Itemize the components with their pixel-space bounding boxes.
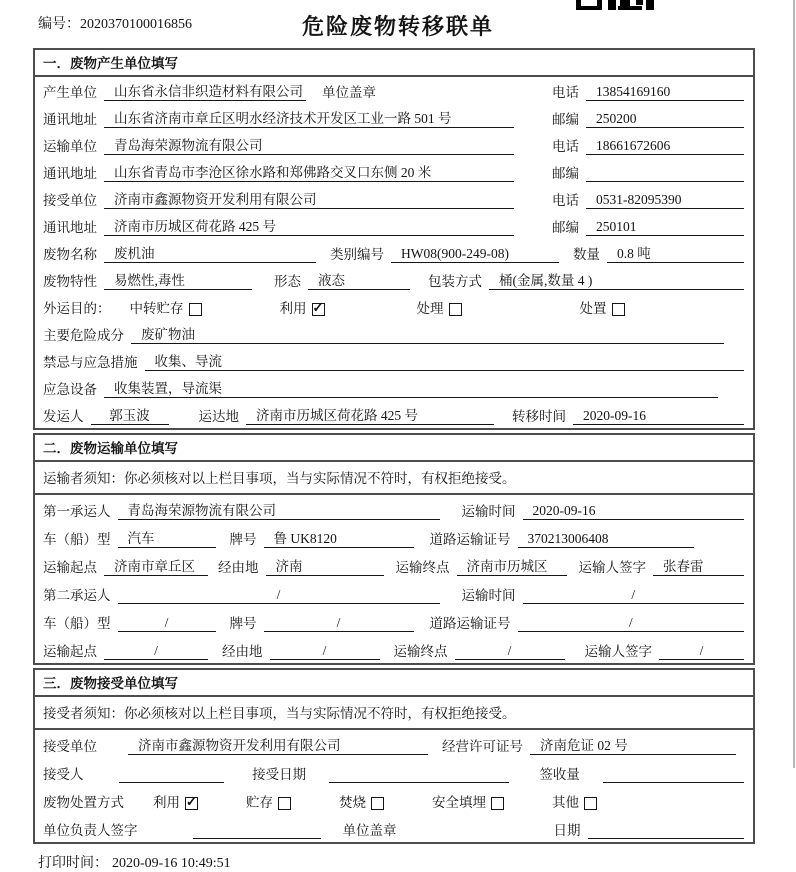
field-value: 济南市章丘区 (104, 555, 208, 576)
option-label: 处理 (416, 301, 444, 316)
field-label: 废物处置方式 (43, 795, 124, 810)
field-label: 接受单位 (43, 739, 97, 754)
option (130, 297, 202, 317)
field-label: 邮编 (552, 166, 579, 181)
form-row-outbound-purpose (35, 293, 753, 320)
form-row (35, 212, 753, 239)
field-value: 山东省济南市章丘区明水经济技术开发区工业一路 501 号 (104, 107, 514, 128)
page-title: 危险废物转移联单 (301, 14, 494, 39)
form-row (35, 77, 753, 104)
form-row (35, 401, 753, 428)
field-value: 250200 (586, 111, 744, 128)
option-label: 中转贮存 (129, 301, 184, 316)
field-label: 运输起点 (43, 644, 97, 659)
field-label: 应急设备 (43, 382, 97, 397)
field-label: 接受单位 (43, 193, 97, 208)
print-time (38, 852, 796, 872)
option (153, 791, 198, 811)
field-label: 类别编号 (330, 247, 384, 262)
field-label: 数量 (573, 247, 600, 262)
option-label: 安全填埋 (432, 795, 486, 810)
field-label: 产生单位 (43, 85, 97, 100)
field-value: 济南市鑫源物资开发利用有限公司 (104, 188, 514, 209)
field-label: 通讯地址 (43, 112, 97, 127)
option (280, 297, 325, 317)
form-row (35, 131, 753, 158)
field-label: 第二承运人 (43, 588, 111, 603)
field-value: 山东省永信非织造材料有限公司 (104, 80, 306, 101)
form-row (35, 523, 753, 551)
document-header (0, 0, 796, 48)
checkbox-disposal-utilize (185, 797, 198, 810)
option (580, 297, 625, 317)
field-value: / (104, 643, 208, 660)
field-label: 经由地 (218, 560, 259, 575)
form-row (35, 104, 753, 131)
checkbox-incinerate (371, 797, 384, 810)
field-label: 道路运输证号 (429, 616, 511, 631)
checkbox-dispose (612, 303, 625, 316)
field-label: 发运人 (43, 409, 84, 424)
field-label: 单位盖章 (322, 85, 376, 100)
serial-number (38, 13, 192, 33)
field-value: 山东省青岛市李沧区徐水路和郑佛路交叉口东侧 20 米 (104, 161, 514, 182)
field-label: 主要危险成分 (43, 328, 124, 343)
field-label: 邮编 (552, 112, 579, 127)
option (417, 297, 462, 317)
field-label: 运输终点 (395, 560, 450, 575)
receiver-notice: 接受者须知：你必须核对以上栏目事项，当与实际情况不符时，有权拒绝接受。 (35, 697, 753, 730)
transporter-notice: 运输者须知：你必须核对以上栏目事项，当与实际情况不符时，有权拒绝接受。 (35, 462, 753, 495)
field-label: 通讯地址 (43, 220, 97, 235)
field-label: 第一承运人 (43, 504, 111, 519)
option-label: 其他 (552, 795, 579, 810)
form-row (35, 495, 753, 523)
field-label: 电话 (552, 193, 579, 208)
field-value: 郭玉波 (91, 404, 169, 425)
field-value: 废矿物油 (131, 323, 724, 344)
field-label: 通讯地址 (43, 166, 97, 181)
field-label: 废物特性 (43, 274, 97, 289)
print-time-value: 2020-09-16 10:49:51 (112, 856, 231, 871)
form-row (35, 607, 753, 635)
field-value: 青岛海荣源物流有限公司 (104, 134, 514, 155)
field-value: 18661672606 (586, 138, 744, 155)
field-label: 邮编 (552, 220, 579, 235)
field-label: 牌号 (229, 532, 257, 547)
option (339, 791, 384, 811)
field-value: / (270, 643, 380, 660)
checkbox-other (584, 797, 597, 810)
field-value: 0531-82095390 (586, 192, 744, 209)
section-transporter-title: 二．废物运输单位填写 (35, 435, 753, 462)
field-label: 道路运输证号 (429, 532, 511, 547)
form-row (35, 320, 753, 347)
checkbox-treat (449, 303, 462, 316)
form-row (35, 814, 753, 842)
checkbox-utilize (312, 303, 325, 316)
field-label: 形态 (274, 274, 301, 289)
checkbox-disposal-storage (278, 797, 291, 810)
serial-value: 2020370100016856 (80, 17, 192, 32)
field-label: 经由地 (222, 644, 263, 659)
field-label: 禁忌与应急措施 (43, 355, 138, 370)
option (246, 791, 291, 811)
field-value-blank (586, 165, 744, 182)
form-row (35, 730, 753, 758)
field-value: 2020-09-16 (523, 503, 745, 520)
field-label: 运输单位 (43, 139, 97, 154)
field-label: 接受人 (43, 767, 84, 782)
form-row (35, 347, 753, 374)
field-label: 单位负责人签字 (43, 823, 138, 838)
checkbox-transfer-storage (189, 303, 202, 316)
field-value: 张春雷 (653, 555, 744, 576)
field-value-blank (329, 766, 509, 783)
field-value: 13854169160 (586, 84, 744, 101)
field-value: HW08(900-249-08) (391, 246, 559, 263)
option-label: 贮存 (246, 795, 273, 810)
field-value: 收集、导流 (145, 350, 745, 371)
field-value: 液态 (308, 269, 410, 290)
form-row (35, 266, 753, 293)
field-label: 电话 (552, 85, 579, 100)
field-value: / (118, 587, 440, 604)
field-value: / (455, 643, 565, 660)
option (552, 791, 597, 811)
form-row (35, 374, 753, 401)
form-row-disposal-method (35, 786, 753, 814)
field-value: 废机油 (104, 242, 316, 263)
option-label: 处置 (579, 301, 607, 316)
right-edge-divider (793, 0, 795, 768)
field-label: 经营许可证号 (442, 739, 523, 754)
field-value: 250101 (586, 219, 744, 236)
field-label: 运输时间 (461, 504, 516, 519)
field-value-blank (193, 822, 321, 839)
field-value: 370213006408 (518, 531, 695, 548)
option-label: 利用 (153, 795, 180, 810)
field-value: 汽车 (118, 527, 216, 548)
field-label: 车（船）型 (43, 616, 111, 631)
field-value: 济南 (266, 555, 384, 576)
section-receiver-title: 三．废物接受单位填写 (35, 670, 753, 697)
field-label: 运达地 (198, 409, 239, 424)
field-value: 青岛海荣源物流有限公司 (118, 499, 440, 520)
field-label: 包装方式 (428, 274, 482, 289)
field-value-blank (603, 766, 744, 783)
field-value: 0.8 吨 (607, 242, 744, 263)
section-receiver (33, 668, 755, 844)
field-label: 接受日期 (252, 767, 307, 782)
field-label: 签收量 (539, 767, 580, 782)
form-row (35, 635, 753, 663)
field-label: 日期 (553, 823, 581, 838)
form-row (35, 551, 753, 579)
field-value: 济南危证 02 号 (530, 734, 736, 755)
field-value: 易燃性,毒性 (104, 269, 252, 290)
option (432, 791, 504, 811)
field-label: 废物名称 (43, 247, 97, 262)
field-value: / (264, 615, 414, 632)
form-row (35, 579, 753, 607)
field-label: 外运目的： (43, 301, 111, 316)
field-value-blank (588, 822, 745, 839)
field-label: 运输人签字 (584, 644, 652, 659)
field-label: 转移时间 (512, 409, 566, 424)
field-value: 济南市鑫源物资开发利用有限公司 (128, 734, 428, 755)
print-time-label: 打印时间： (38, 856, 108, 871)
form-row (35, 239, 753, 266)
checkbox-landfill (491, 797, 504, 810)
field-label: 运输起点 (43, 560, 97, 575)
section-producer-title: 一．废物产生单位填写 (35, 50, 753, 77)
section-transporter (33, 433, 755, 665)
form-row (35, 185, 753, 212)
field-label: 单位盖章 (342, 823, 397, 838)
field-value: 济南市历城区荷花路 425 号 (246, 404, 494, 425)
field-value: 收集装置，导流渠 (104, 377, 718, 398)
field-label: 车（船）型 (43, 532, 111, 547)
field-value: / (518, 615, 745, 632)
field-value: 2020-09-16 (573, 408, 744, 425)
field-value: / (659, 643, 744, 660)
serial-label: 编号： (38, 17, 80, 32)
manifest-form (33, 48, 755, 844)
field-value: 济南市历城区荷花路 425 号 (104, 215, 514, 236)
field-label: 运输时间 (461, 588, 516, 603)
field-value: / (118, 615, 216, 632)
section-producer (33, 48, 755, 430)
field-label: 电话 (552, 139, 579, 154)
field-label: 运输终点 (393, 644, 448, 659)
field-value: / (523, 587, 745, 604)
field-value: 济南市历城区 (457, 555, 567, 576)
field-label: 牌号 (229, 616, 257, 631)
option-label: 焚烧 (339, 795, 366, 810)
option-label: 利用 (279, 301, 307, 316)
field-value: 鲁 UK8120 (264, 527, 414, 548)
form-row (35, 158, 753, 185)
field-value: 桶(金属,数量 4 ) (489, 269, 744, 290)
field-label: 运输人签字 (578, 560, 646, 575)
form-row (35, 758, 753, 786)
field-value-blank (119, 766, 225, 783)
